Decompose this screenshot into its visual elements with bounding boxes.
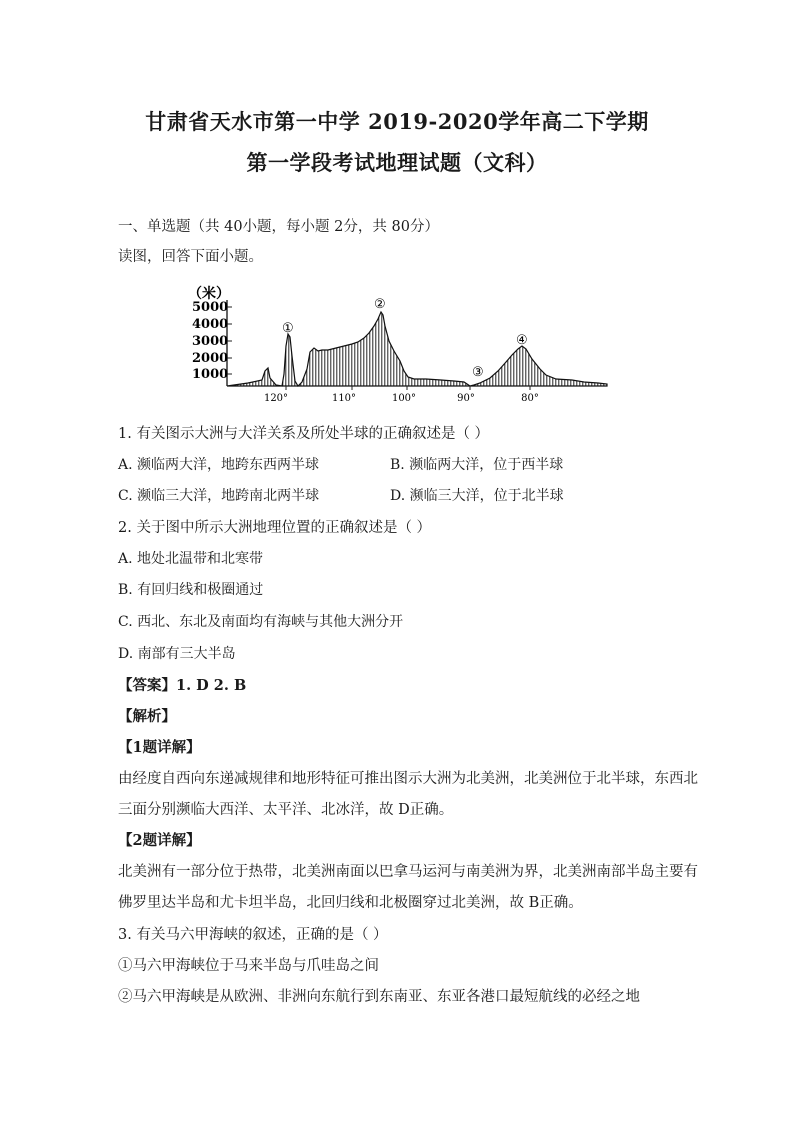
detail-1-text: 三面分别濒临大西洋、太平洋、北冰洋，故 D正确。 [118,802,454,818]
detail-2-text: 北美洲有一部分位于热带，北美洲南面以巴拿马运河与南美洲为界，北美洲南部半岛主要有 [118,864,698,880]
question-1-option-d: D. 濒临三大洋，位于北半球 [390,488,564,504]
terrain-profile-figure [186,282,616,406]
detail-1-label: 【1题详解】 [118,739,201,756]
x-tick-label: 90° [457,393,475,404]
question-3-statement-2: ②马六甲海峡是从欧洲、非洲向东航行到东南亚、东亚各港口最短航线的必经之地 [118,989,640,1005]
detail-2-label: 【2题详解】 [118,832,201,849]
document-title-line1: 甘肃省天水市第一中学 2019-2020学年高二下学期 [145,109,649,134]
analysis-label: 【解析】 [118,708,176,725]
question-2-stem: 2. 关于图中所示大洲地理位置的正确叙述是（ ） [118,520,432,536]
question-2-option-b: B. 有回归线和极圈通过 [118,582,264,598]
detail-1-text: 由经度自西向东递减规律和地形特征可推出图示大洲为北美洲，北美洲位于北半球，东西北 [118,771,698,787]
y-tick-label: 1000 [192,367,229,382]
question-2-option-c: C. 西北、东北及南面均有海峡与其他大洲分开 [118,614,404,630]
y-tick-label: 4000 [192,317,229,332]
answer-line: 【答案】1. D 2. B [118,677,247,694]
section-header: 一、单选题（共 40小题，每小题 2分，共 80分） [118,219,439,235]
x-tick-label: 80° [521,393,539,404]
marker-3: ③ [472,365,484,380]
x-tick-label: 120° [263,393,289,404]
question-1-option-b: B. 濒临两大洋，位于西半球 [390,457,564,473]
x-tick-label: 110° [331,393,357,404]
question-2-option-d: D. 南部有三大半岛 [118,646,236,662]
question-1-option-a: A. 濒临两大洋，地跨东西两半球 [118,457,320,473]
y-tick-label: 3000 [192,334,229,349]
y-axis-unit: （米） [188,286,230,302]
y-tick-label: 2000 [192,351,229,366]
question-1-stem: 1. 有关图示大洲与大洋关系及所处半球的正确叙述是（ ） [118,426,490,442]
x-tick-label: 100° [391,393,417,404]
detail-2-text: 佛罗里达半岛和尤卡坦半岛，北回归线和北极圈穿过北美洲，故 B正确。 [118,895,583,911]
question-2-option-a: A. 地处北温带和北寒带 [118,551,264,567]
marker-1: ① [282,321,294,336]
question-1-option-c: C. 濒临三大洋，地跨南北两半球 [118,488,320,504]
marker-2: ② [374,297,386,312]
intro-text: 读图，回答下面小题。 [118,249,263,265]
question-3-statement-1: ①马六甲海峡位于马来半岛与爪哇岛之间 [118,958,379,974]
document-title-line2: 第一学段考试地理试题（文科） [246,150,548,175]
y-tick-label: 5000 [192,300,229,315]
marker-4: ④ [516,333,528,348]
question-3-stem: 3. 有关马六甲海峡的叙述，正确的是（ ） [118,927,388,943]
